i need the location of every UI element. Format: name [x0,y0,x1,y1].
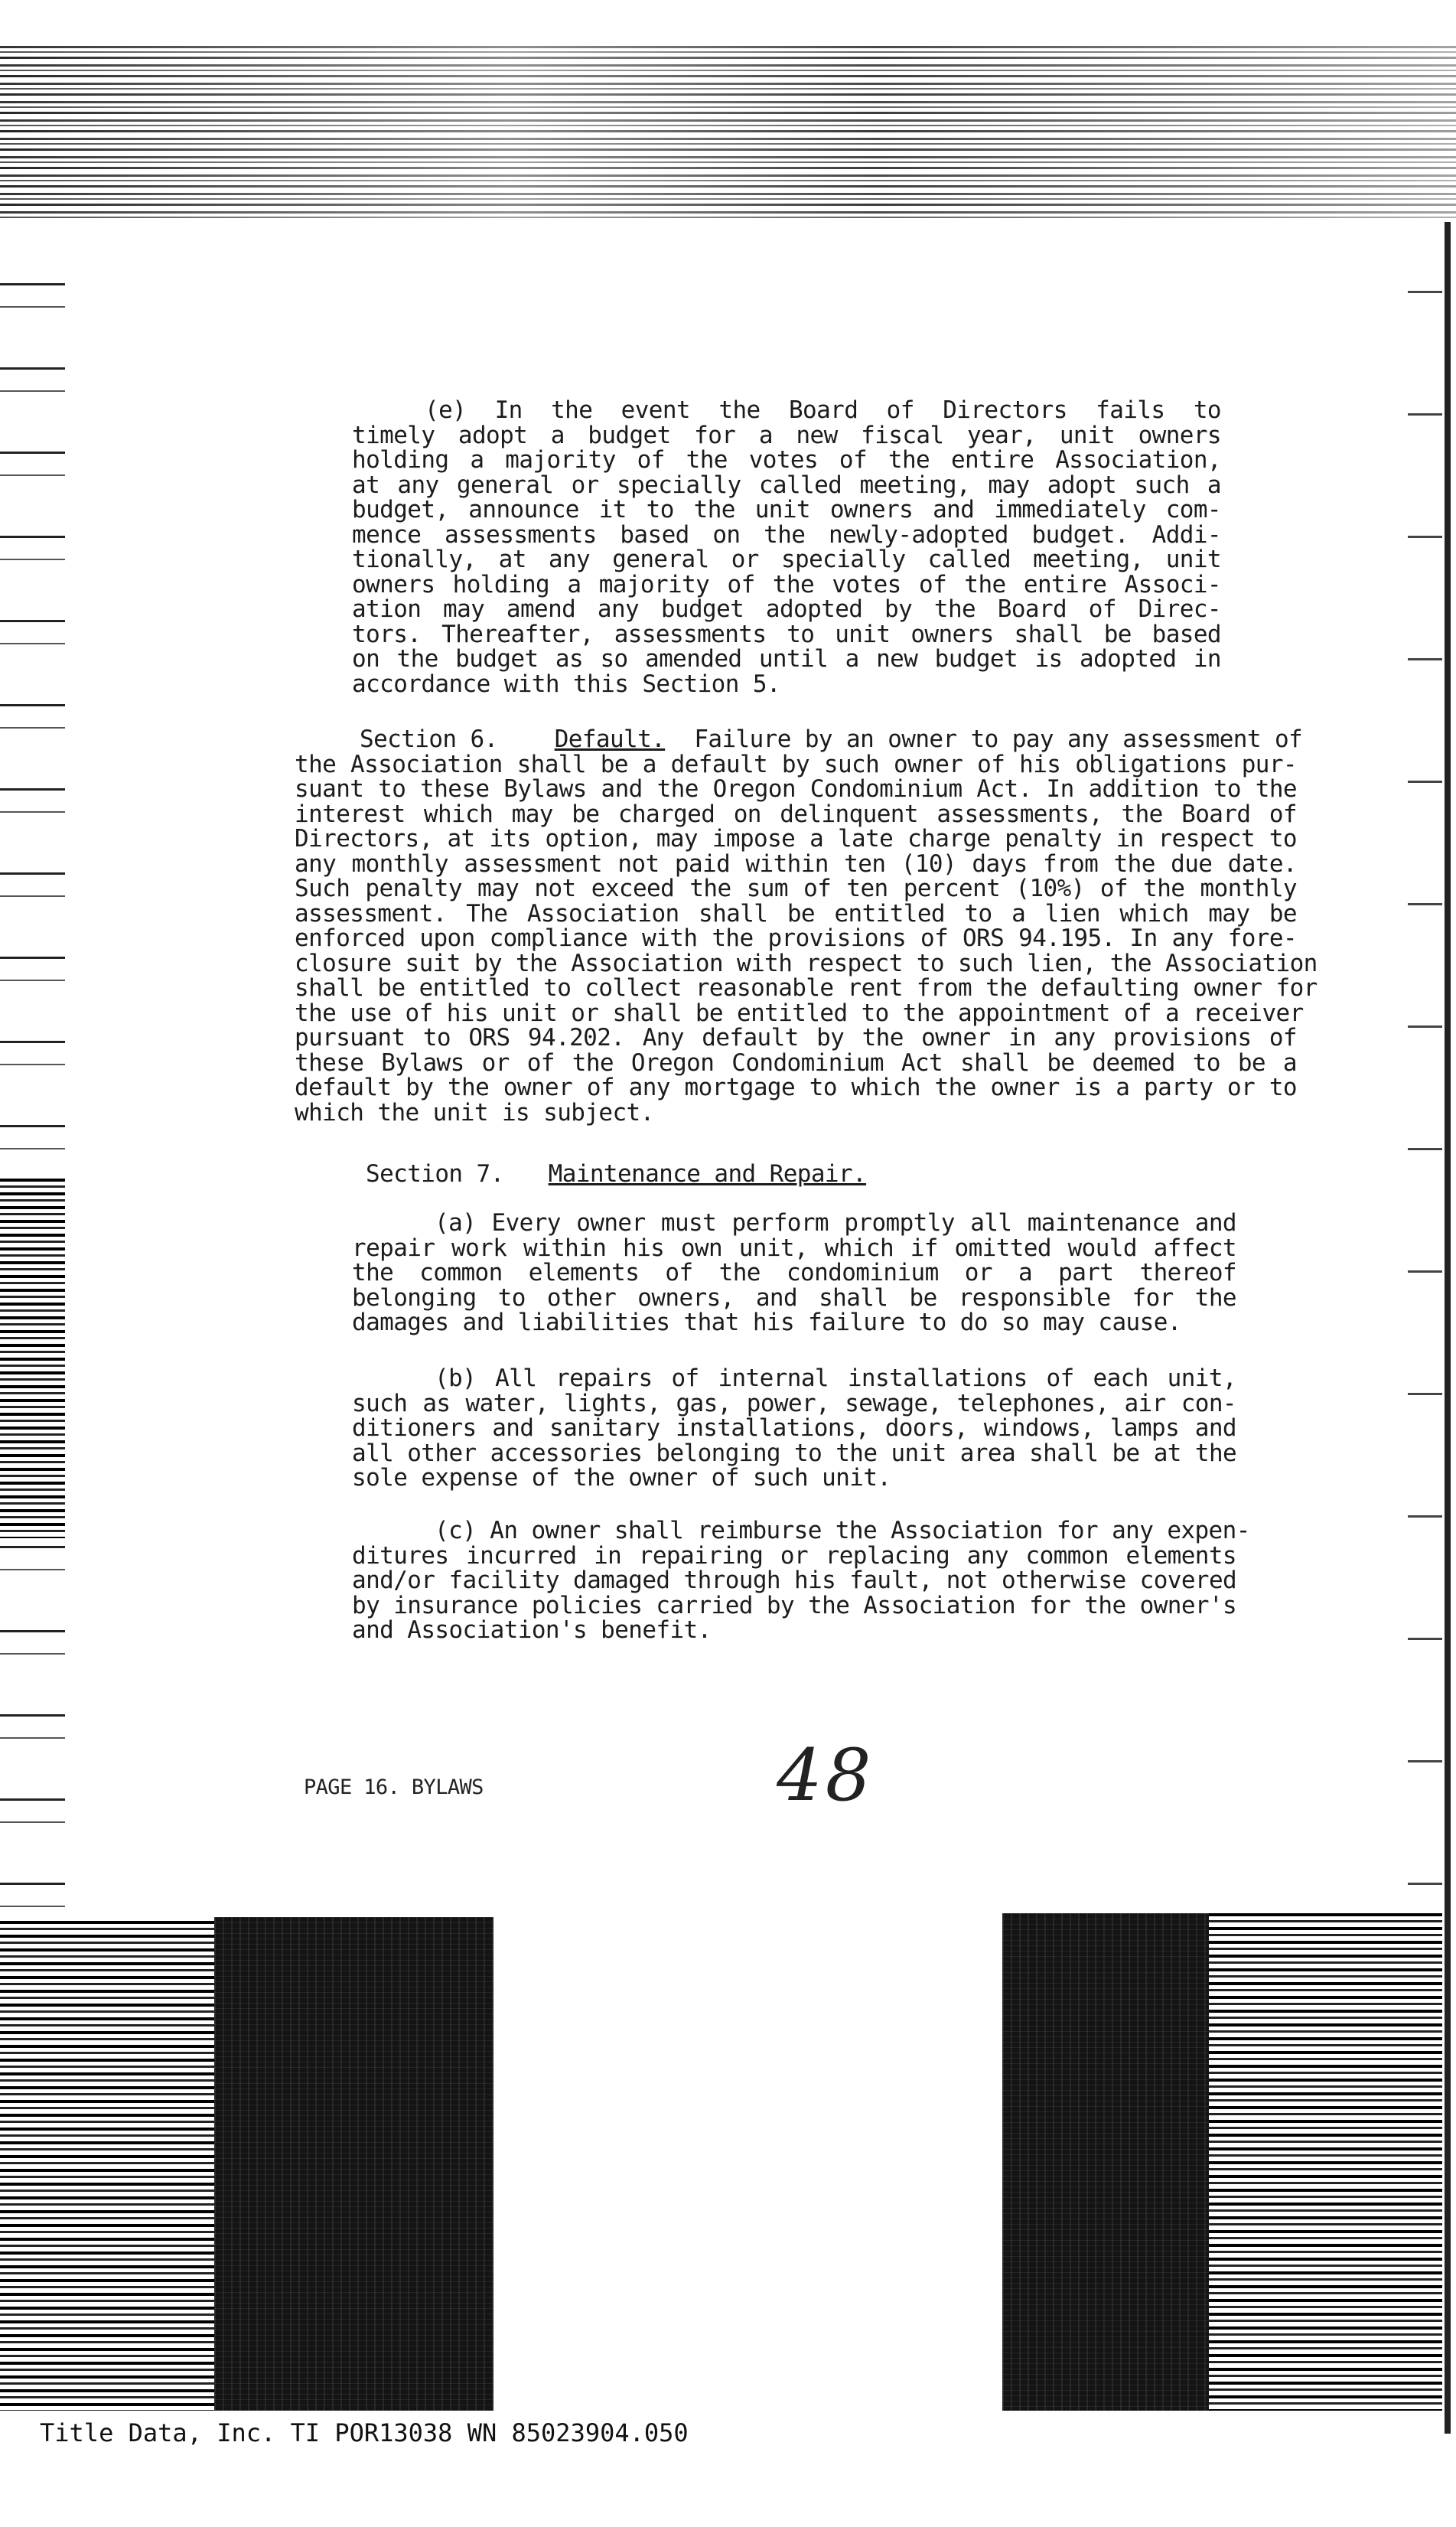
text-line: closure suit by the Association with respect to such lien, the Association [295,949,1318,977]
text-line: (a) Every owner must perform promptly all maintenance and [435,1209,1236,1237]
section-6-first-line: Failure by an owner to pay any assessment of [694,725,1303,753]
text-line: ditioners and sanitary installations, doors, windows, lamps and [352,1414,1236,1442]
text-line: sole expense of the owner of such unit. [352,1464,891,1492]
text-line: and/or facility damaged through his fault, not otherwise covered [352,1567,1237,1594]
scan-noise-left-block [0,1179,65,1538]
title-data-stamp: Title Data, Inc. TI POR13038 WN 85023904.050 [40,2418,689,2447]
scan-noise-bottom-left-block [214,1917,493,2411]
text-line: owners holding a majority of the votes of the entire Associ- [352,570,1221,598]
text-line: tors. Thereafter, assessments to unit owners shall be based [352,620,1221,648]
text-line: holding a majority of the votes of the entire Association, [352,446,1221,474]
text-line: (b) All repairs of internal installations of each unit, [435,1365,1236,1392]
text-line: (e) In the event the Board of Directors fails to [425,396,1221,424]
paragraph-b [352,1366,1236,1491]
section-6 [295,725,1318,1127]
text-line: Such penalty may not exceed the sum of ten percent (10%) of the monthly [295,875,1297,902]
scan-edge-right [1445,222,1451,2434]
text-line: budget, announce it to the unit owners and immediately com- [352,496,1221,523]
text-line: timely adopt a budget for a new fiscal year, unit owners [352,421,1221,449]
text-line: Directors, at its option, may impose a late charge penalty in respect to [295,825,1297,853]
page-footer: PAGE 16. BYLAWS [304,1775,484,1799]
scan-noise-bottom-right-stripes [1209,1913,1442,2411]
section-7-label: Section 7. [366,1160,504,1188]
text-line: damages and liabilities that his failure to do so may cause. [352,1309,1181,1336]
text-line: pursuant to ORS 94.202. Any default by the owner in any provisions of [295,1024,1297,1052]
text-line: these Bylaws or of the Oregon Condominium Act shall be deemed to be a [295,1048,1297,1077]
section-6-title: Default. [554,725,666,753]
text-line: mence assessments based on the newly-adopted budget. Addi- [352,520,1221,549]
section-7-title: Maintenance and Repair. [548,1160,867,1188]
text-line: enforced upon compliance with the provisions of ORS 94.195. In any fore- [295,924,1297,952]
text-line: ation may amend any budget adopted by the Board of Direc- [352,595,1221,623]
text-line: accordance with this Section 5. [352,670,780,698]
scan-noise-bottom-left-stripes [0,1921,214,2411]
text-line: by insurance policies carried by the Association for the owner's [352,1591,1237,1619]
text-line: all other accessories belonging to the unit area shall be at the [352,1439,1237,1467]
text-line: such as water, lights, gas, power, sewage, telephones, air con- [352,1389,1236,1417]
text-line: default by the owner of any mortgage to which the owner is a party or to [295,1074,1297,1101]
paragraph-e [352,398,1221,696]
text-line: and Association's benefit. [352,1616,712,1644]
text-line: at any general or specially called meeting, may adopt such a [352,471,1221,499]
text-line: belonging to other owners, and shall be responsible for the [352,1283,1236,1312]
section-6-heading-line [295,725,1303,753]
text-line: suant to these Bylaws and the Oregon Condominium Act. In addition to the [295,775,1297,803]
text-line: interest which may be charged on delinquent assessments, the Board of [295,800,1297,828]
text-line: on the budget as so amended until a new budget is adopted in [352,645,1221,673]
scan-noise-top [0,46,1456,222]
handwritten-page-number: 48 [777,1734,875,1818]
text-line: repair work within his own unit, which if omitted would affect [352,1234,1236,1262]
text-line: tionally, at any general or specially called meeting, unit [352,546,1221,573]
text-line: which the unit is subject. [295,1098,654,1127]
text-line: the common elements of the condominium or a part thereof [352,1259,1236,1286]
text-line: ditures incurred in repairing or replacing any common elements [352,1541,1236,1570]
text-line: assessment. The Association shall be entitled to a lien which may be [295,899,1297,928]
section-6-label: Section 6. [360,725,498,753]
text-line: shall be entitled to collect reasonable rent from the defaulting owner for [295,974,1318,1002]
scan-noise-bottom-right-block [1002,1913,1209,2411]
text-line: the use of his unit or shall be entitled to the appointment of a receiver [295,999,1304,1027]
text-line: the Association shall be a default by such owner of his obligations pur- [295,750,1297,778]
text-line: any monthly assessment not paid within ten (10) days from the due date. [295,849,1297,878]
text-line: (c) An owner shall reimburse the Association for any expen- [435,1517,1250,1544]
paragraph-a [352,1211,1236,1335]
section-7-heading [366,1162,866,1187]
paragraph-c [352,1517,1250,1644]
